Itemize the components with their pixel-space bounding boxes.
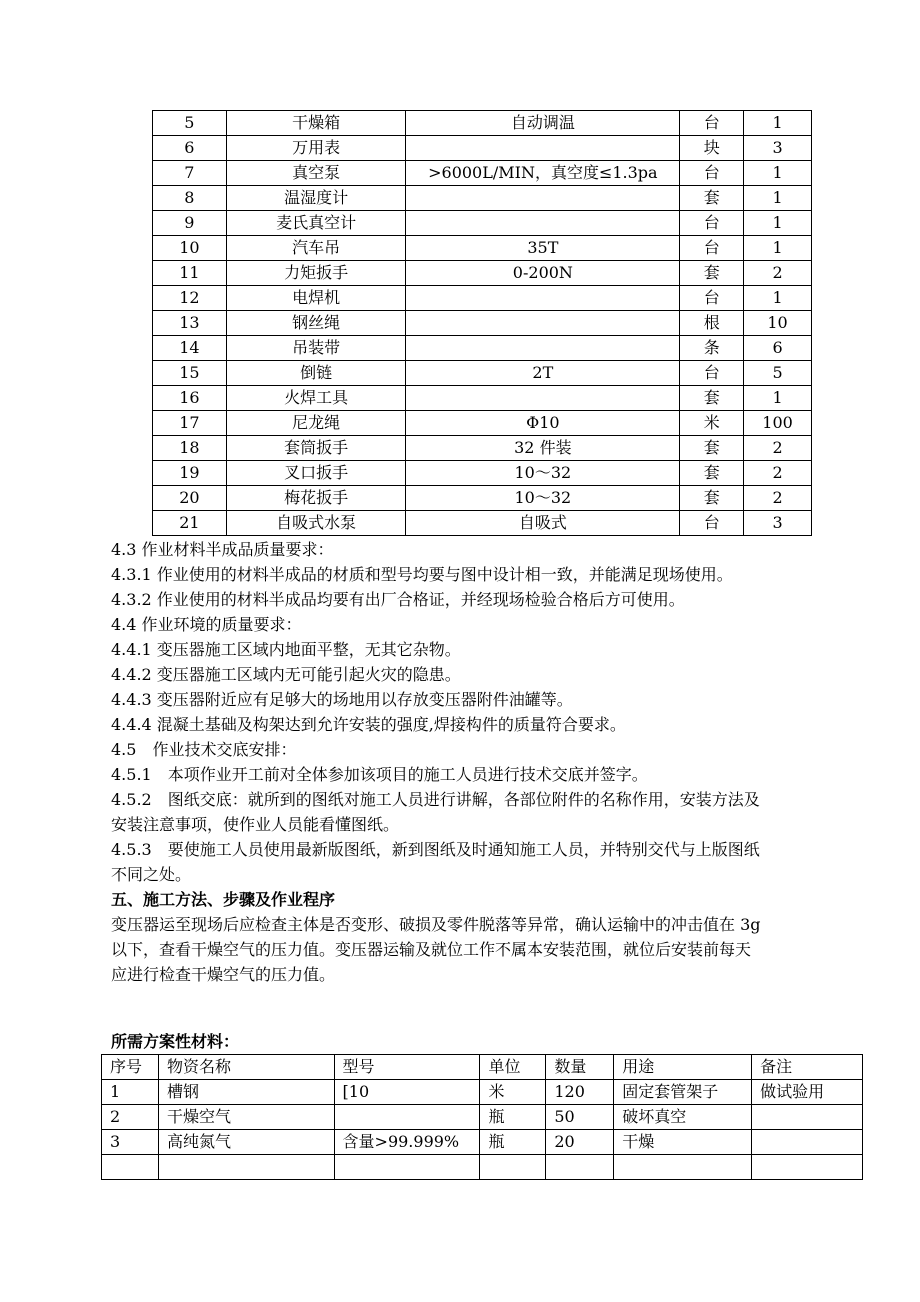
equipment-name-cell: 尼龙绳 bbox=[226, 411, 406, 436]
material-cell: 干燥空气 bbox=[158, 1105, 334, 1130]
equipment-no-cell: 18 bbox=[153, 436, 227, 461]
paragraph-line: 4.5.2 图纸交底：就所到的图纸对施工人员进行讲解，各部位附件的名称作用，安装方法及 bbox=[111, 790, 760, 809]
equipment-name-cell: 汽车吊 bbox=[226, 236, 406, 261]
equipment-name-cell: 叉口扳手 bbox=[226, 461, 406, 486]
material-cell bbox=[546, 1155, 614, 1180]
material-cell: 固定套管架子 bbox=[614, 1080, 752, 1105]
equipment-name-cell: 吊装带 bbox=[226, 336, 406, 361]
paragraph-line: 4.4.1 变压器施工区域内地面平整，无其它杂物。 bbox=[111, 640, 461, 659]
column-header: 数量 bbox=[546, 1055, 614, 1080]
equipment-qty-cell: 1 bbox=[744, 211, 812, 236]
equipment-name-cell: 真空泵 bbox=[226, 161, 406, 186]
equipment-unit-cell: 台 bbox=[680, 161, 744, 186]
equipment-no-cell: 5 bbox=[153, 111, 227, 136]
table-row bbox=[153, 211, 812, 236]
equipment-unit-cell: 根 bbox=[680, 311, 744, 336]
paragraph-line: 4.5.3 要使施工人员使用最新版图纸，新到图纸及时通知施工人员，并特别交代与上版图纸 bbox=[111, 840, 760, 859]
equipment-no-cell: 21 bbox=[153, 511, 227, 536]
equipment-no-cell: 10 bbox=[153, 236, 227, 261]
equipment-no-cell: 6 bbox=[153, 136, 227, 161]
paragraph-line: 4.4 作业环境的质量要求： bbox=[111, 615, 302, 634]
equipment-unit-cell: 套 bbox=[680, 186, 744, 211]
table-row bbox=[102, 1105, 863, 1130]
equipment-spec-cell: 10～32 bbox=[406, 486, 680, 511]
equipment-no-cell: 16 bbox=[153, 386, 227, 411]
table-row bbox=[153, 261, 812, 286]
table-row bbox=[153, 436, 812, 461]
equipment-name-cell: 自吸式水泵 bbox=[226, 511, 406, 536]
material-cell bbox=[480, 1155, 546, 1180]
equipment-spec-cell: 自吸式 bbox=[406, 511, 680, 536]
equipment-qty-cell: 2 bbox=[744, 486, 812, 511]
equipment-unit-cell: 块 bbox=[680, 136, 744, 161]
equipment-no-cell: 15 bbox=[153, 361, 227, 386]
equipment-spec-cell bbox=[406, 211, 680, 236]
equipment-qty-cell: 2 bbox=[744, 461, 812, 486]
equipment-no-cell: 20 bbox=[153, 486, 227, 511]
table-row bbox=[153, 411, 812, 436]
material-cell bbox=[752, 1155, 863, 1180]
equipment-spec-cell: 0-200N bbox=[406, 261, 680, 286]
paragraph-line: 4.3 作业材料半成品质量要求： bbox=[111, 540, 334, 559]
equipment-no-cell: 12 bbox=[153, 286, 227, 311]
material-cell: [10 bbox=[334, 1080, 480, 1105]
column-header: 型号 bbox=[334, 1055, 480, 1080]
material-cell: 破坏真空 bbox=[614, 1105, 752, 1130]
equipment-name-cell: 力矩扳手 bbox=[226, 261, 406, 286]
table-row bbox=[153, 511, 812, 536]
table-row bbox=[153, 136, 812, 161]
material-cell bbox=[102, 1155, 159, 1180]
equipment-no-cell: 7 bbox=[153, 161, 227, 186]
paragraph-line: 4.3.2 作业使用的材料半成品均要有出厂合格证，并经现场检验合格后方可使用。 bbox=[111, 590, 685, 609]
materials-title: 所需方案性材料： bbox=[111, 1032, 240, 1051]
equipment-no-cell: 13 bbox=[153, 311, 227, 336]
material-cell bbox=[614, 1155, 752, 1180]
equipment-qty-cell: 1 bbox=[744, 236, 812, 261]
equipment-table bbox=[152, 110, 812, 536]
equipment-unit-cell: 条 bbox=[680, 336, 744, 361]
table-row bbox=[153, 361, 812, 386]
equipment-no-cell: 19 bbox=[153, 461, 227, 486]
equipment-spec-cell: 自动调温 bbox=[406, 111, 680, 136]
material-cell: 2 bbox=[102, 1105, 159, 1130]
table-header-row bbox=[102, 1055, 863, 1080]
paragraph-line: 以下，查看干燥空气的压力值。变压器运输及就位工作不属本安装范围，就位后安装前每天 bbox=[111, 940, 752, 959]
equipment-qty-cell: 1 bbox=[744, 111, 812, 136]
equipment-unit-cell: 套 bbox=[680, 461, 744, 486]
equipment-no-cell: 9 bbox=[153, 211, 227, 236]
equipment-name-cell: 干燥箱 bbox=[226, 111, 406, 136]
table-row bbox=[153, 186, 812, 211]
equipment-spec-cell: 35T bbox=[406, 236, 680, 261]
paragraph-line: 4.4.2 变压器施工区域内无可能引起火灾的隐患。 bbox=[111, 665, 461, 684]
material-cell: 高纯氮气 bbox=[158, 1130, 334, 1155]
equipment-qty-cell: 3 bbox=[744, 136, 812, 161]
table-row bbox=[153, 461, 812, 486]
equipment-spec-cell bbox=[406, 311, 680, 336]
equipment-qty-cell: 10 bbox=[744, 311, 812, 336]
material-cell: 槽钢 bbox=[158, 1080, 334, 1105]
equipment-spec-cell: Φ10 bbox=[406, 411, 680, 436]
equipment-no-cell: 11 bbox=[153, 261, 227, 286]
column-header: 单位 bbox=[480, 1055, 546, 1080]
equipment-qty-cell: 1 bbox=[744, 186, 812, 211]
material-cell: 含量>99.999% bbox=[334, 1130, 480, 1155]
paragraph-line: 4.5.1 本项作业开工前对全体参加该项目的施工人员进行技术交底并签字。 bbox=[111, 765, 648, 784]
equipment-spec-cell bbox=[406, 336, 680, 361]
equipment-spec-cell bbox=[406, 136, 680, 161]
equipment-qty-cell: 5 bbox=[744, 361, 812, 386]
equipment-unit-cell: 米 bbox=[680, 411, 744, 436]
equipment-spec-cell bbox=[406, 186, 680, 211]
column-header: 备注 bbox=[752, 1055, 863, 1080]
equipment-name-cell: 钢丝绳 bbox=[226, 311, 406, 336]
column-header: 序号 bbox=[102, 1055, 159, 1080]
equipment-name-cell: 万用表 bbox=[226, 136, 406, 161]
material-cell bbox=[752, 1105, 863, 1130]
equipment-spec-cell bbox=[406, 286, 680, 311]
equipment-unit-cell: 套 bbox=[680, 486, 744, 511]
section-heading: 五、施工方法、步骤及作业程序 bbox=[111, 890, 336, 909]
material-cell bbox=[158, 1155, 334, 1180]
paragraph-line: 4.4.3 变压器附近应有足够大的场地用以存放变压器附件油罐等。 bbox=[111, 690, 573, 709]
paragraph-line: 4.4.4 混凝土基础及构架达到允许安装的强度,焊接构件的质量符合要求。 bbox=[111, 715, 626, 734]
material-cell: 瓶 bbox=[480, 1105, 546, 1130]
equipment-unit-cell: 套 bbox=[680, 386, 744, 411]
equipment-spec-cell: 2T bbox=[406, 361, 680, 386]
paragraph-line: 变压器运至现场后应检查主体是否变形、破损及零件脱落等异常，确认运输中的冲击值在 3g bbox=[111, 915, 761, 934]
material-cell: 干燥 bbox=[614, 1130, 752, 1155]
table-row bbox=[153, 386, 812, 411]
table-row bbox=[153, 336, 812, 361]
table-row bbox=[153, 486, 812, 511]
equipment-unit-cell: 台 bbox=[680, 111, 744, 136]
material-cell bbox=[752, 1130, 863, 1155]
equipment-no-cell: 14 bbox=[153, 336, 227, 361]
table-row bbox=[153, 236, 812, 261]
equipment-qty-cell: 2 bbox=[744, 261, 812, 286]
column-header: 用途 bbox=[614, 1055, 752, 1080]
table-row bbox=[102, 1155, 863, 1180]
table-row bbox=[153, 161, 812, 186]
equipment-qty-cell: 100 bbox=[744, 411, 812, 436]
equipment-qty-cell: 6 bbox=[744, 336, 812, 361]
material-cell: 米 bbox=[480, 1080, 546, 1105]
paragraph-line: 安装注意事项，使作业人员能看懂图纸。 bbox=[111, 815, 400, 834]
table-row bbox=[102, 1080, 863, 1105]
table-row bbox=[102, 1130, 863, 1155]
equipment-spec-cell: 10～32 bbox=[406, 461, 680, 486]
equipment-unit-cell: 台 bbox=[680, 286, 744, 311]
equipment-no-cell: 17 bbox=[153, 411, 227, 436]
table-row bbox=[153, 111, 812, 136]
equipment-unit-cell: 台 bbox=[680, 511, 744, 536]
equipment-unit-cell: 套 bbox=[680, 436, 744, 461]
column-header: 物资名称 bbox=[158, 1055, 334, 1080]
paragraph-line: 不同之处。 bbox=[111, 865, 192, 884]
equipment-qty-cell: 1 bbox=[744, 286, 812, 311]
equipment-name-cell: 梅花扳手 bbox=[226, 486, 406, 511]
paragraph-line: 4.5 作业技术交底安排： bbox=[111, 740, 297, 759]
equipment-spec-cell: 32 件装 bbox=[406, 436, 680, 461]
equipment-unit-cell: 套 bbox=[680, 261, 744, 286]
material-cell: 20 bbox=[546, 1130, 614, 1155]
material-cell bbox=[334, 1105, 480, 1130]
material-cell: 1 bbox=[102, 1080, 159, 1105]
material-cell: 3 bbox=[102, 1130, 159, 1155]
equipment-qty-cell: 1 bbox=[744, 386, 812, 411]
equipment-spec-cell: >6000L/MIN，真空度≤1.3pa bbox=[406, 161, 680, 186]
equipment-unit-cell: 台 bbox=[680, 211, 744, 236]
equipment-name-cell: 电焊机 bbox=[226, 286, 406, 311]
equipment-no-cell: 8 bbox=[153, 186, 227, 211]
table-row bbox=[153, 311, 812, 336]
equipment-name-cell: 温湿度计 bbox=[226, 186, 406, 211]
equipment-spec-cell bbox=[406, 386, 680, 411]
table-row bbox=[153, 286, 812, 311]
material-cell: 瓶 bbox=[480, 1130, 546, 1155]
equipment-name-cell: 火焊工具 bbox=[226, 386, 406, 411]
equipment-qty-cell: 1 bbox=[744, 161, 812, 186]
equipment-unit-cell: 台 bbox=[680, 236, 744, 261]
paragraph-line: 应进行检查干燥空气的压力值。 bbox=[111, 965, 336, 984]
equipment-name-cell: 倒链 bbox=[226, 361, 406, 386]
equipment-unit-cell: 台 bbox=[680, 361, 744, 386]
material-cell: 50 bbox=[546, 1105, 614, 1130]
paragraph-line: 4.3.1 作业使用的材料半成品的材质和型号均要与图中设计相一致，并能满足现场使用。 bbox=[111, 565, 733, 584]
equipment-name-cell: 麦氏真空计 bbox=[226, 211, 406, 236]
material-cell bbox=[334, 1155, 480, 1180]
equipment-qty-cell: 2 bbox=[744, 436, 812, 461]
equipment-qty-cell: 3 bbox=[744, 511, 812, 536]
equipment-name-cell: 套筒扳手 bbox=[226, 436, 406, 461]
material-cell: 做试验用 bbox=[752, 1080, 863, 1105]
material-cell: 120 bbox=[546, 1080, 614, 1105]
materials-table bbox=[101, 1054, 863, 1180]
